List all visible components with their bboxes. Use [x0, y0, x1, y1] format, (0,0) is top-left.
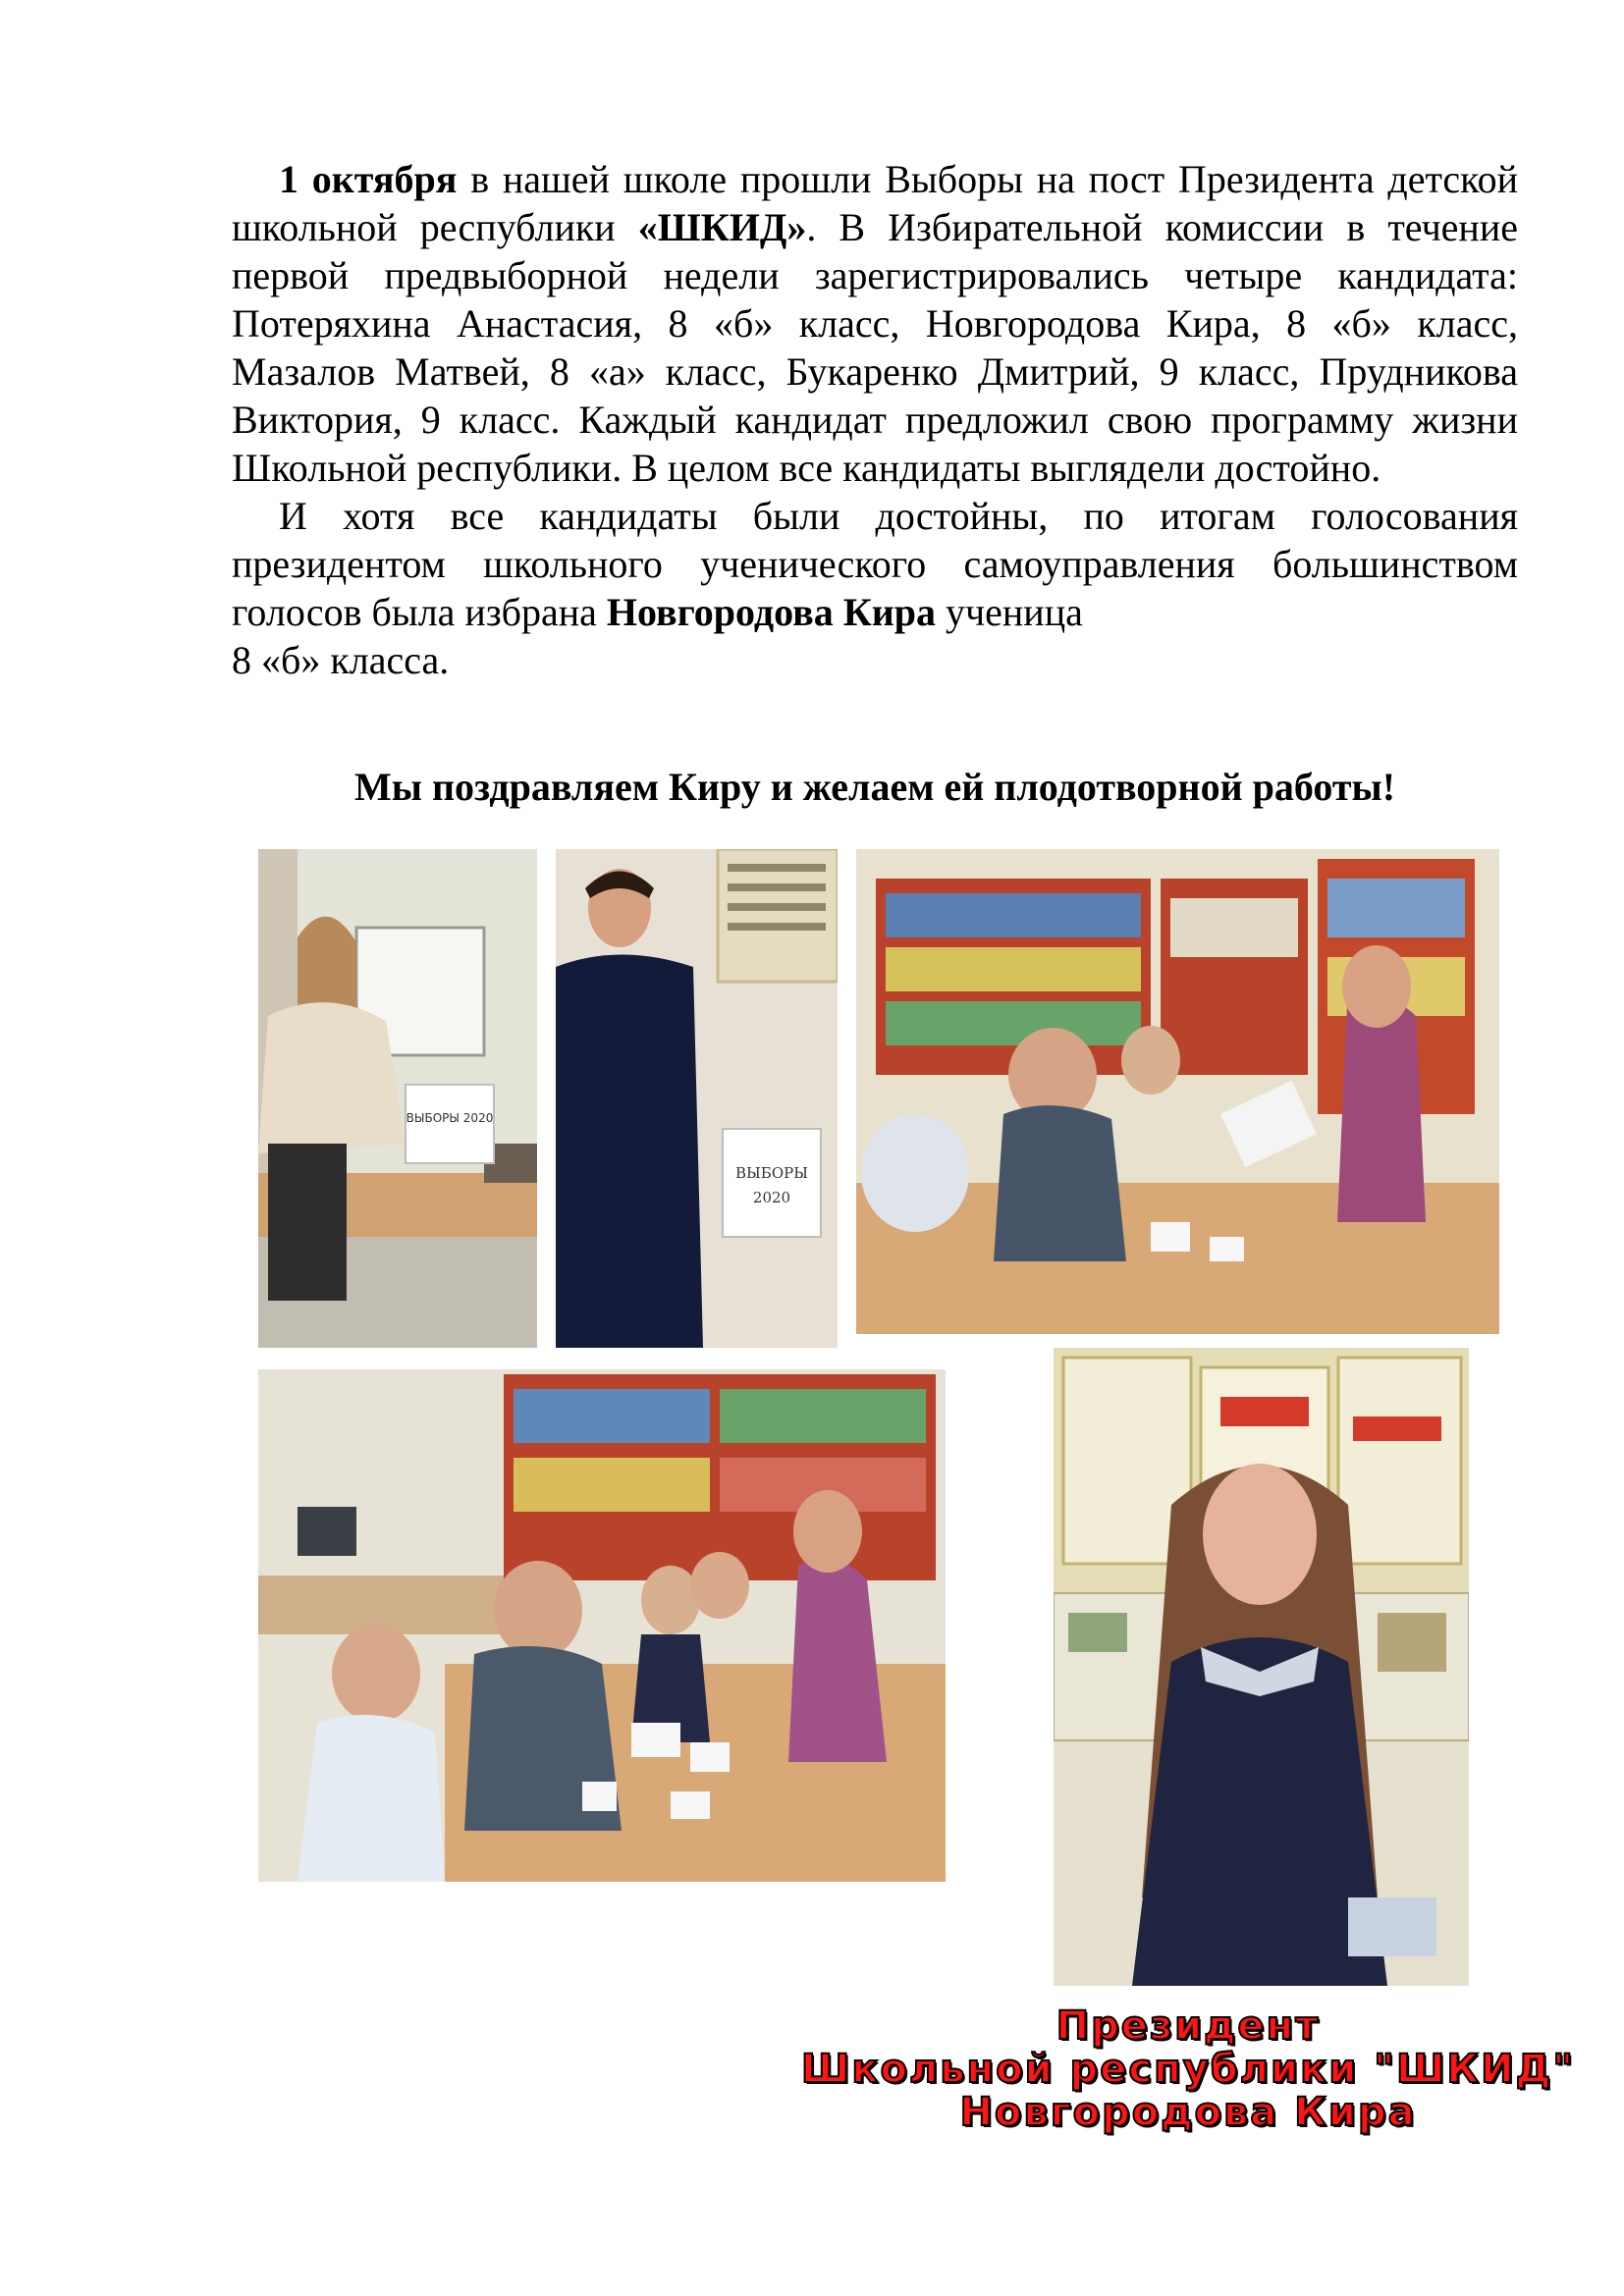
congratulations-line: Мы поздравляем Киру и желаем ей плодотворной работы!: [353, 765, 1396, 809]
photo-president-portrait: [1054, 1348, 1469, 1986]
photo-boy-voting: [556, 849, 838, 1348]
caption-republic: Школьной республики "ШКИД": [800, 2047, 1576, 2092]
photo-girl-voting: [258, 849, 537, 1348]
caption-title: Президент: [1056, 2003, 1321, 2049]
caption-name: Новгородова Кира: [959, 2090, 1417, 2135]
paragraph-1: 1 октября в нашей школе прошли Выборы на пост Президента детской школьной республики «ШКИД». В Избирательной комиссии в течение первой предвыборной недели зарегистрировались четыре кандидата: Потеряхина Анастасия, 8 «б» класс, Новгородова Кира, 8 «б» класс, Мазалов Матвей, 8 «а» класс, Букаренко Дмитрий, 9 класс, Прудникова Виктория, 9 класс. Каждый кандидат предложил свою программу жизни Школьной республики. В целом все кандидаты выглядели достойно.: [232, 157, 1519, 490]
ballot-box-label-2a: ВЫБОРЫ: [735, 1164, 808, 1182]
photo-library-counting: [856, 849, 1499, 1334]
paragraph-2: И хотя все кандидаты были достойны, по итогам голосования президентом школьного ученического самоуправления большинством голосов была избрана Новгородова Кира ученица 8 «б» класса.: [232, 494, 1518, 682]
photo-students-counting: [258, 1369, 946, 1882]
republic-name: «ШКИД»: [637, 205, 807, 249]
ballot-box-label-1: ВЫБОРЫ 2020: [406, 1111, 494, 1125]
president-caption: [746, 2004, 1624, 2134]
article-text: [232, 155, 1518, 684]
event-date: 1 октября: [279, 157, 458, 201]
ballot-box-label-2b: 2020: [752, 1189, 791, 1206]
winner-name: Новгородова Кира: [606, 590, 937, 634]
